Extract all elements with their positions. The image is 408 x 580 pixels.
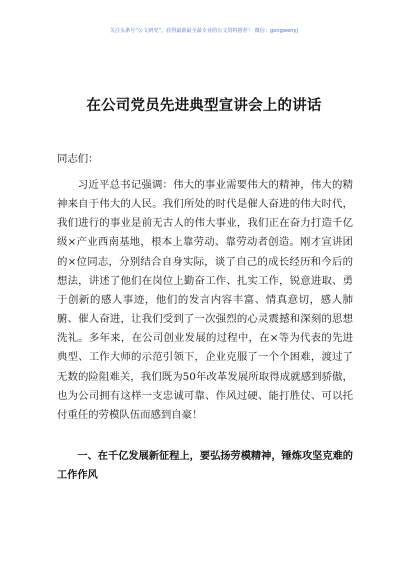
body-paragraph: 习近平总书记强调：伟大的事业需要伟大的精神，伟大的精神来自于伟大的人民。我们所处的时代是催人奋进的伟大时代，我们进行的事业是前无古人的伟大事业，我们正在奋力打造千亿级×产业西南基地，根本上靠劳动、靠劳动者创造。刚才宣讲团的×位同志，分别结合自身实际，谈了自己的成长经历和今后的想法，讲述了他们在岗位上勤奋工作、扎实工作，锐意进取、勇于创新的感人事迹，他们的发言内容丰富、情真意切，感人肺腑、催人奋进，让我们受到了一次强烈的心灵震撼和深刻的思想洗礼。多年来，在公司创业发展的过程中，在×等为代表的先进典型、工作大师的示范引领下，企业克服了一个个困难，渡过了无数的险阻难关，我们既为50年改革发展所取得成就感到骄傲，也为公司拥有这样一支忠诚可靠、作风过硬、能打胜仗、可以托付重任的劳模队伍而感到自豪！ [57,179,353,421]
salutation: 同志们： [57,153,99,165]
document-title: 在公司党员先进典型宣讲会上的讲话 [86,98,322,114]
header-promo-note: 关注头条号“公文研究”，获得最新最全最专业的公文资料推荐！ 微信：gongwenyj [109,28,299,34]
section-heading: 一、在千亿发展新征程上，要弘扬劳模精神，锤炼攻坚克难的工作作风 [57,451,353,481]
